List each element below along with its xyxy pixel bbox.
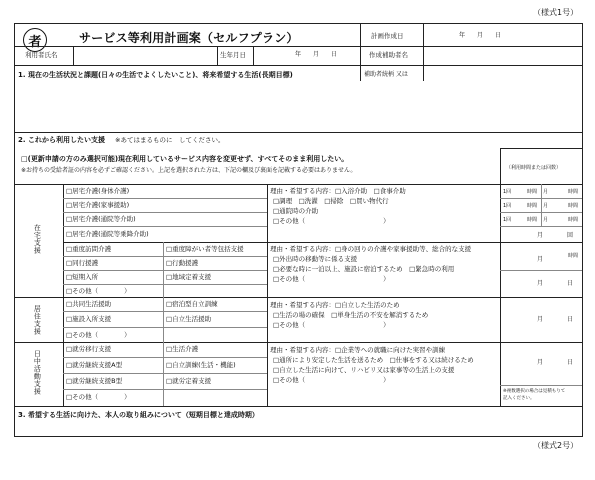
residence-freq-days: 日 bbox=[567, 316, 574, 323]
section1-input-area[interactable] bbox=[17, 82, 580, 132]
residence-reason-line-2[interactable]: □生活の場の確保 □単身生活の不安を解消するため bbox=[273, 311, 429, 319]
user-name-label: 利用者氏名 bbox=[25, 51, 58, 59]
freq-a-hours: 時間 bbox=[527, 217, 538, 223]
keep-current-services-checkbox[interactable]: □(更新申請の方のみ選択可能)現在利用しているサービス内容を変更せず、すべてそのまま利用したい。 bbox=[21, 155, 349, 163]
daytime-reason-line-4[interactable]: □その他（ ） bbox=[273, 376, 390, 384]
home-other-checkbox[interactable]: □その他（ ） bbox=[66, 287, 131, 295]
freq-b2-days: 日 bbox=[567, 280, 574, 287]
freq-b-month: 月 bbox=[537, 256, 544, 263]
home-reason-line-3[interactable]: □通院時の介助 bbox=[273, 207, 319, 215]
freq-a-last-times: 回 bbox=[567, 232, 574, 239]
home-care-body-checkbox[interactable]: □居宅介護(身体介護) bbox=[66, 187, 130, 195]
assistant-name-label: 作成補助者名 bbox=[369, 51, 408, 59]
facility-admission-checkbox[interactable]: □施設入所支援 bbox=[66, 315, 112, 323]
independent-training-checkbox[interactable]: □自立訓練(生活・機能) bbox=[166, 361, 236, 369]
daytime-freq-days: 日 bbox=[567, 359, 574, 366]
freq-a-count: 1回 bbox=[503, 203, 512, 209]
plan-form-sheet bbox=[14, 23, 583, 437]
form-number-top: （様式1号） bbox=[533, 8, 579, 17]
accompany-support-checkbox[interactable]: □同行援護 bbox=[66, 259, 99, 267]
residence-other-checkbox[interactable]: □その他（ ） bbox=[66, 331, 131, 339]
group-home-checkbox[interactable]: □共同生活援助 bbox=[66, 300, 112, 308]
freq-a-hours: 時間 bbox=[527, 203, 538, 209]
severe-comprehensive-checkbox[interactable]: □重度障がい者等包括支援 bbox=[166, 245, 244, 253]
freq-a-count: 1回 bbox=[503, 189, 512, 195]
daytime-other-checkbox[interactable]: □その他（ ） bbox=[66, 393, 131, 401]
home-b-reason-line-1[interactable]: 理由・希望する内容：□身の回りの介護や家事援助等、総合的な支援 bbox=[270, 245, 472, 253]
freq-a-month: 月 bbox=[543, 189, 549, 195]
freq-a-month: 月 bbox=[543, 217, 549, 223]
home-reason-line-2[interactable]: □調理 □洗濯 □掃除 □買い物代行 bbox=[273, 197, 389, 205]
life-care-checkbox[interactable]: □生活介護 bbox=[166, 345, 199, 353]
freq-a-last-month: 月 bbox=[537, 232, 544, 239]
form-number-bottom: （様式2号） bbox=[533, 441, 579, 450]
recipient-cert-note: ※お持ちの受給者証の内容を必ずご確認ください。上記を選択された方は、下記の欄及び裏面を記載する必要はありません。 bbox=[21, 167, 357, 174]
freq-a-month-hours: 時間 bbox=[568, 217, 579, 223]
birth-date-value[interactable]: 年 月 日 bbox=[295, 51, 338, 58]
home-reason-line-1[interactable]: 理由・希望する内容：□入浴介助 □食事介助 bbox=[270, 187, 406, 195]
section2-heading-note: ※あてはまるものに してください。 bbox=[115, 136, 225, 144]
residence-support-label: 居住支援 bbox=[33, 305, 42, 335]
overnight-training-checkbox[interactable]: □宿泊型自立訓練 bbox=[166, 300, 218, 308]
plan-date-label: 計画作成日 bbox=[371, 32, 404, 40]
freq-a-month-hours: 時間 bbox=[568, 203, 579, 209]
section1-heading: 1. 現在の生活状況と課題(日々の生活でよくしたいこと)、将来希望する生活(長期目標) bbox=[18, 71, 293, 79]
home-care-boarding-checkbox[interactable]: □居宅介護(通院等乗降介助) bbox=[66, 230, 149, 238]
daytime-support-label: 日中活動支援 bbox=[33, 350, 42, 395]
section3-heading: 3. 希望する生活に向けた、本人の取り組みについて（短期目標と達成時期） bbox=[18, 411, 259, 419]
freq-a-hours: 時間 bbox=[527, 189, 538, 195]
home-reason-line-4[interactable]: □その他（ ） bbox=[273, 217, 390, 225]
page-title: サービス等利用計画案（セルフプラン） bbox=[79, 31, 299, 45]
daytime-freq-month: 月 bbox=[537, 359, 544, 366]
home-support-label: 在宅支援 bbox=[33, 224, 42, 254]
home-b-reason-line-4[interactable]: □その他（ ） bbox=[273, 275, 390, 283]
employment-transition-checkbox[interactable]: □就労移行支援 bbox=[66, 345, 112, 353]
frequency-column-header: （利用時間または回数） bbox=[506, 165, 562, 171]
freq-b-hours: 時間 bbox=[568, 253, 579, 259]
assistant-relation-label: 補助者続柄 又は bbox=[364, 71, 408, 78]
employment-type-a-checkbox[interactable]: □就労継続支援A型 bbox=[66, 361, 123, 369]
daytime-reason-line-2[interactable]: □通所により安定した生活を送るため □仕事をする又は続けるため bbox=[273, 356, 474, 364]
home-b-reason-line-2[interactable]: □外出時の移動等に係る支援 bbox=[273, 255, 358, 263]
home-care-housework-checkbox[interactable]: □居宅介護(家事援助) bbox=[66, 201, 130, 209]
behavior-support-checkbox[interactable]: □行動援護 bbox=[166, 259, 199, 267]
residence-reason-line-1[interactable]: 理由・希望する内容：□自立した生活のため bbox=[270, 301, 400, 309]
daytime-reason-line-3[interactable]: □自立した生活に向けて、リハビリ又は家事等の生活上の支援 bbox=[273, 366, 455, 374]
freq-a-month: 月 bbox=[543, 203, 549, 209]
community-settle-checkbox[interactable]: □地域定着支援 bbox=[166, 273, 212, 281]
multi-select-note-2: 記入ください。 bbox=[503, 396, 535, 401]
short-stay-checkbox[interactable]: □短期入所 bbox=[66, 273, 99, 281]
severe-home-visit-checkbox[interactable]: □重度訪問介護 bbox=[66, 245, 112, 253]
plan-date-value[interactable]: 年 月 日 bbox=[459, 32, 502, 39]
residence-reason-line-3[interactable]: □その他（ ） bbox=[273, 321, 390, 329]
residence-freq-month: 月 bbox=[537, 316, 544, 323]
home-b-reason-line-3[interactable]: □必要な時に一泊以上、施設に宿泊するため □緊急時の利用 bbox=[273, 265, 455, 273]
employment-retention-checkbox[interactable]: □就労定着支援 bbox=[166, 377, 212, 385]
multi-select-note-1: ※複数選択の場合は見積もりて bbox=[503, 389, 566, 394]
birth-date-label: 生年月日 bbox=[220, 51, 246, 59]
employment-type-b-checkbox[interactable]: □就労継続支援B型 bbox=[66, 377, 123, 385]
home-care-hospital-checkbox[interactable]: □居宅介護(通院等介助) bbox=[66, 215, 136, 223]
disability-logo-icon: 者 bbox=[23, 28, 47, 52]
independent-living-checkbox[interactable]: □自立生活援助 bbox=[166, 315, 212, 323]
section2-heading: 2. これから利用したい支援 bbox=[18, 136, 105, 144]
freq-a-count: 1回 bbox=[503, 217, 512, 223]
daytime-reason-line-1[interactable]: 理由・希望する内容：□企業等への就職に向けた実習や訓練 bbox=[270, 346, 446, 354]
freq-a-month-hours: 時間 bbox=[568, 189, 579, 195]
section3-input-area[interactable] bbox=[17, 421, 580, 435]
freq-b2-month: 月 bbox=[537, 280, 544, 287]
